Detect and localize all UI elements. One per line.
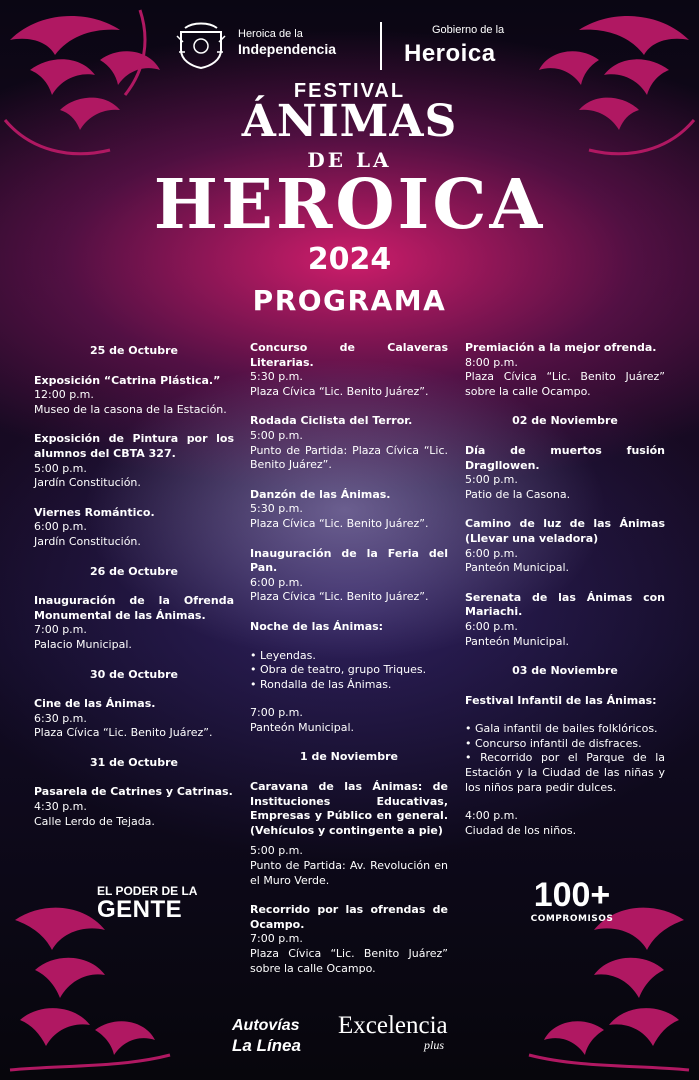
schedule-column-1 xyxy=(34,341,234,844)
event-time: 7:00 p.m. xyxy=(34,623,87,637)
event-time: 5:00 p.m. xyxy=(250,428,303,442)
event-name: Camino de luz de las Ánimas (Llevar una veladora) xyxy=(465,517,665,545)
title-programa: PROGRAMA xyxy=(252,284,447,317)
logo-right-big-text: Heroica xyxy=(404,40,496,67)
event-place: Panteón Municipal. xyxy=(465,634,570,648)
event-time: 4:00 p.m. xyxy=(465,809,518,823)
event-place: Palacio Municipal. xyxy=(34,637,132,651)
date-heading: 26 de Octubre xyxy=(89,564,179,578)
event-name: Cine de las Ánimas. xyxy=(34,697,156,711)
event-place: Jardín Constitución. xyxy=(34,534,141,548)
event-place: Plaza Cívica “Lic. Benito Juárez”. xyxy=(250,516,429,530)
event-time: 6:30 p.m. xyxy=(34,711,87,725)
title-de-la: DE LA xyxy=(307,148,392,172)
logo-100-number: 100+ xyxy=(533,876,611,914)
schedule-column-2 xyxy=(250,341,448,991)
event-name: Concurso de Calaveras Literarias. xyxy=(250,341,448,369)
event-time: 5:00 p.m. xyxy=(250,844,303,858)
list-item: • Concurso infantil de disfraces. xyxy=(465,736,642,750)
event-place: Punto de Partida: Plaza Cívica “Lic. Benito Juárez”. xyxy=(250,443,448,472)
logo-el-poder-de-la-gente xyxy=(97,884,197,924)
event-name: Serenata de las Ánimas con Mariachi. xyxy=(465,590,665,619)
event-time: 5:30 p.m. xyxy=(250,370,303,384)
event-place: Calle Lerdo de Tejada. xyxy=(34,814,155,828)
event-item xyxy=(250,620,448,736)
event-time: 5:00 p.m. xyxy=(465,473,518,487)
event-item xyxy=(250,547,448,605)
event-item xyxy=(465,694,665,839)
event-place: Ciudad de los niños. xyxy=(465,823,577,837)
event-activity-list xyxy=(465,722,665,795)
logo-poder-top-text: EL PODER DE LA xyxy=(97,884,198,898)
title-animas: ÁNIMAS xyxy=(241,96,458,147)
event-name: Inauguración de la Feria del Pan. xyxy=(250,546,448,575)
event-time: 5:00 p.m. xyxy=(34,461,87,475)
event-item xyxy=(34,506,234,550)
event-item xyxy=(465,591,665,649)
logo-plus-text: plus xyxy=(424,1038,445,1052)
event-name: Premiación a la mejor ofrenda. xyxy=(465,341,657,354)
logo-left-small-text: Heroica de la xyxy=(238,28,303,40)
title-heroica: HEROICA xyxy=(153,165,546,245)
event-name: Inauguración de la Ofrenda Monumental de las Ánimas. xyxy=(34,594,234,622)
title-festival: FESTIVAL xyxy=(293,80,406,102)
event-time: 8:00 p.m. xyxy=(465,355,518,369)
event-item xyxy=(34,697,234,741)
list-item: • Obra de teatro, grupo Triques. xyxy=(250,663,427,677)
event-place: Jardín Constitución. xyxy=(34,476,141,490)
event-item xyxy=(34,785,234,829)
logo-excelencia-plus xyxy=(338,1012,448,1052)
event-item xyxy=(465,444,665,502)
event-item xyxy=(34,374,234,418)
event-time: 6:00 p.m. xyxy=(465,546,518,560)
event-item xyxy=(34,432,234,490)
event-item xyxy=(250,414,448,472)
event-place: Plaza Cívica “Lic. Benito Juárez”. xyxy=(250,384,429,398)
event-name: Viernes Romántico. xyxy=(34,505,155,519)
logo-100-compromisos xyxy=(530,876,614,924)
event-place: Patio de la Casona. xyxy=(465,487,571,501)
event-time: 7:00 p.m. xyxy=(250,932,303,946)
event-item xyxy=(250,903,448,976)
logo-divider xyxy=(380,22,382,70)
logo-autovias-la-linea xyxy=(232,1016,301,1056)
event-place: Plaza Cívica “Lic. Benito Juárez” sobre la calle Ocampo. xyxy=(465,370,665,398)
logo-poder-bottom-text: GENTE xyxy=(97,896,183,923)
event-item xyxy=(465,341,665,399)
date-heading: 30 de Octubre xyxy=(89,667,179,681)
event-time: 6:00 p.m. xyxy=(34,520,87,534)
event-time: 5:30 p.m. xyxy=(250,502,303,516)
logo-heroica-independencia xyxy=(238,28,336,57)
list-item: • Recorrido por el Parque de la Estación y la Ciudad de las niñas y los niños para pedir dulces. xyxy=(465,751,665,794)
event-name: Pasarela de Catrines y Catrinas. xyxy=(34,785,233,799)
event-name: Festival Infantil de las Ánimas: xyxy=(465,693,657,707)
event-item xyxy=(250,341,448,399)
date-heading: 03 de Noviembre xyxy=(512,664,618,678)
event-name: Recorrido por las ofrendas de Ocampo. xyxy=(250,903,448,931)
event-activity-list xyxy=(250,649,448,693)
event-time: 6:00 p.m. xyxy=(250,575,303,589)
event-item xyxy=(250,780,448,888)
list-item: • Leyendas. xyxy=(250,648,316,662)
date-heading: 25 de Octubre xyxy=(89,344,179,357)
event-name: Día de muertos fusión Dragllowen. xyxy=(465,443,665,472)
list-item: • Rondalla de las Ánimas. xyxy=(250,677,392,691)
title-year: 2024 xyxy=(307,242,392,277)
event-name: Noche de las Ánimas: xyxy=(250,619,384,633)
logo-autovias-top-text: Autovías xyxy=(232,1017,300,1034)
event-place: Plaza Cívica “Lic. Benito Juárez”. xyxy=(250,590,429,604)
logo-100-label: COMPROMISOS xyxy=(530,914,614,924)
event-name: Exposición “Catrina Plástica.” xyxy=(34,373,221,387)
event-time: 4:30 p.m. xyxy=(34,800,87,814)
event-time: 7:00 p.m. xyxy=(250,706,303,720)
event-name: Danzón de las Ánimas. xyxy=(250,487,391,501)
event-place: Punto de Partida: Av. Revolución en el Muro Verde. xyxy=(250,859,448,887)
event-item xyxy=(250,488,448,532)
logo-right-small-text: Gobierno de la xyxy=(432,24,505,36)
date-heading: 31 de Octubre xyxy=(89,755,179,769)
event-place: Panteón Municipal. xyxy=(465,561,570,575)
coat-of-arms-icon xyxy=(175,22,227,70)
event-item xyxy=(465,517,665,575)
date-heading: 02 de Noviembre xyxy=(512,414,618,428)
logo-left-big-text: Independencia xyxy=(238,40,337,57)
event-time: 12:00 p.m. xyxy=(34,388,94,402)
list-item: • Gala infantil de bailes folklóricos. xyxy=(465,722,658,736)
logo-autovias-bottom-text: La Línea xyxy=(232,1036,301,1055)
event-name: Caravana de las Ánimas: de Instituciones Educativas, Empresas y Público en general. (Vehículos y contingente a pie) xyxy=(250,780,448,837)
event-place: Panteón Municipal. xyxy=(250,720,355,734)
event-place: Plaza Cívica “Lic. Benito Juárez”. xyxy=(34,726,213,740)
event-time: 6:00 p.m. xyxy=(465,619,518,633)
date-heading: 1 de Noviembre xyxy=(299,750,399,764)
logo-excelencia-text: Excelencia xyxy=(338,1012,448,1039)
event-place: Museo de la casona de la Estación. xyxy=(34,402,227,416)
event-name: Rodada Ciclista del Terror. xyxy=(250,414,413,428)
event-item xyxy=(34,594,234,652)
event-name: Exposición de Pintura por los alumnos del CBTA 327. xyxy=(34,432,234,460)
event-place: Plaza Cívica “Lic. Benito Juárez” sobre la calle Ocampo. xyxy=(250,947,448,975)
schedule-column-3 xyxy=(465,341,665,853)
